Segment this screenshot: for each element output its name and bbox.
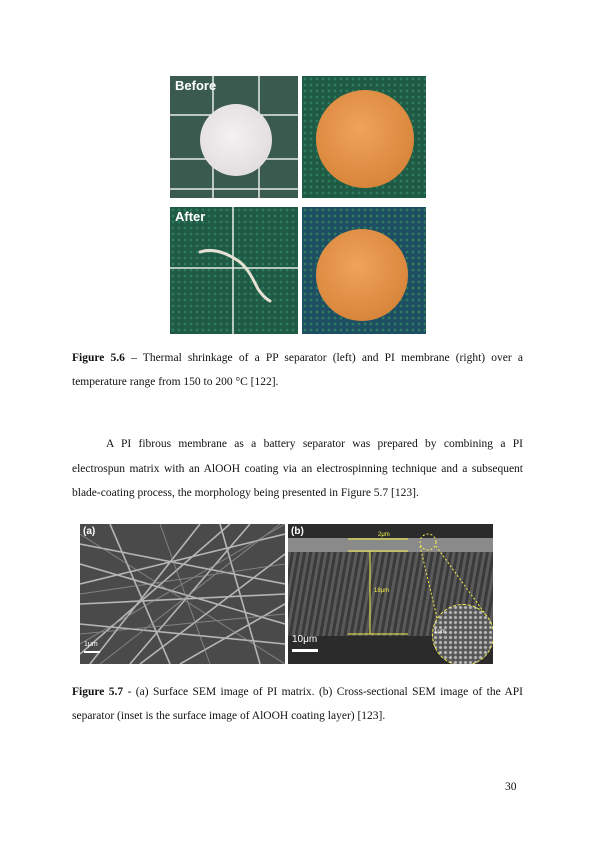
scale-b-text: 10μm bbox=[292, 634, 318, 645]
before-label: Before bbox=[175, 78, 217, 93]
page-number: 30 bbox=[505, 781, 517, 793]
sem-panel-a bbox=[80, 524, 285, 664]
sem-panel-b bbox=[288, 524, 493, 664]
body-paragraph: A PI fibrous membrane as a battery separator was prepared by combining a PI electrospun matrix with an AlOOH coating via an electrospinning technique and a subsequent blade-coating process, the morphology being presented in Figure 5.7 [123]. bbox=[72, 438, 523, 499]
scale-a-text: 1μm bbox=[84, 641, 98, 648]
figure-5-7-label: Figure 5.7 bbox=[72, 686, 124, 698]
figure-5-7-caption: Figure 5.7 - (a) Surface SEM image of PI matrix. (b) Cross-sectional SEM image of the API separator (inset is the surface image of AlOOH coating layer) [123]. bbox=[72, 686, 523, 722]
fiber-texture bbox=[80, 524, 285, 664]
panel-a-label: (a) bbox=[83, 526, 96, 537]
shrunk-pp-strip bbox=[170, 207, 298, 334]
panel-b-label: (b) bbox=[291, 526, 304, 537]
scale-b-bar bbox=[292, 649, 318, 652]
thickness-top-label: 2μm bbox=[378, 532, 390, 538]
photo-after-pi bbox=[302, 207, 426, 334]
photo-before-pi bbox=[302, 76, 426, 198]
scale-a-bar bbox=[84, 651, 100, 653]
thickness-mid-label: 18μm bbox=[374, 588, 390, 594]
photo-before-pp bbox=[170, 76, 298, 198]
figure-5-6-label: Figure 5.6 bbox=[72, 352, 125, 364]
scale-inset-text: 1μm bbox=[434, 629, 446, 635]
photo-after-pp bbox=[170, 207, 298, 334]
figure-5-6-caption: Figure 5.6 – Thermal shrinkage of a PP separator (left) and PI membrane (right) over a temperature range from 150 to 200 °C [122]. bbox=[72, 352, 523, 388]
after-label: After bbox=[175, 209, 206, 224]
